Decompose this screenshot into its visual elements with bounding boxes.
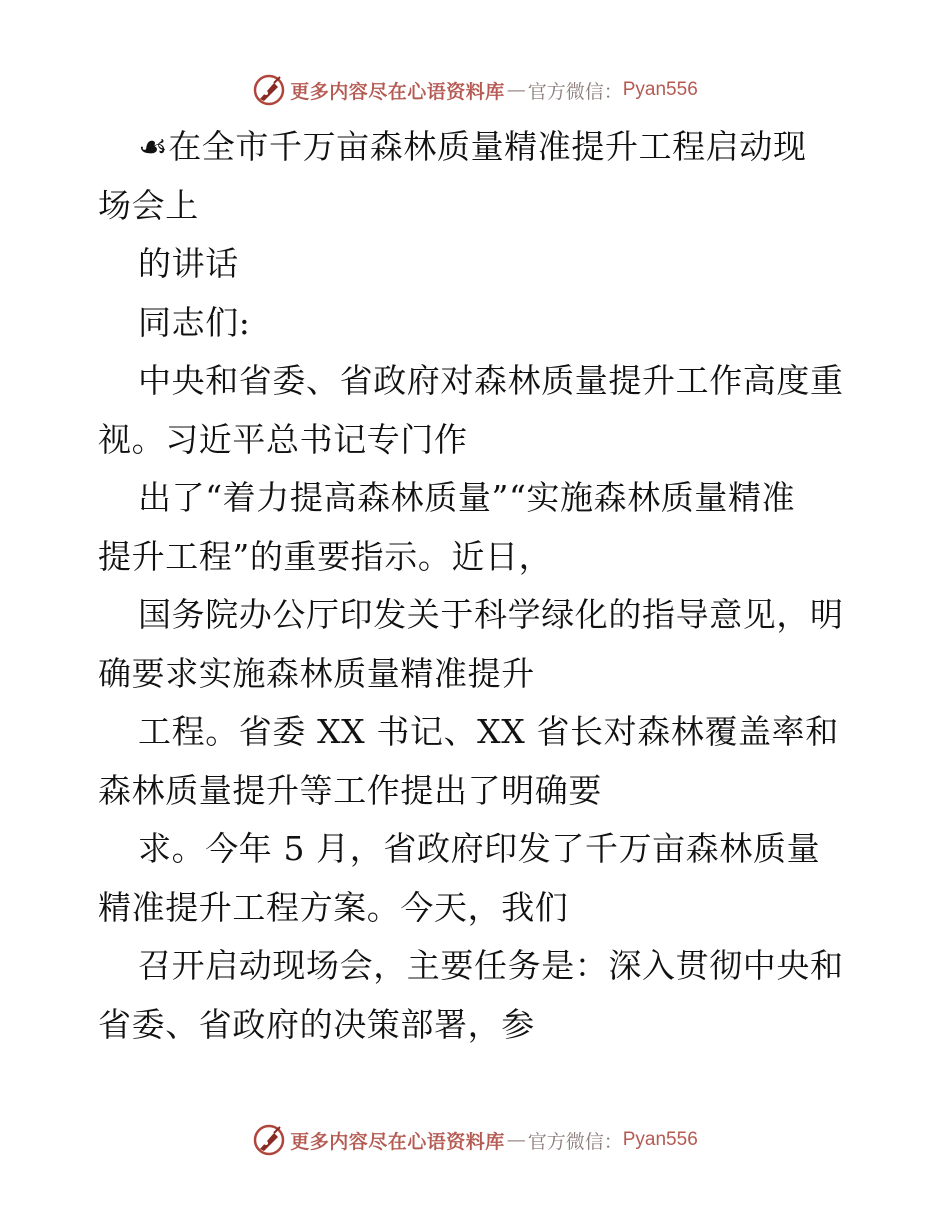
document-title-line-2: 场会上: [98, 185, 199, 225]
banner-wechat-id: Pyan556: [622, 79, 698, 100]
footer-banner: [0, 1120, 950, 1160]
pen-logo-icon: [252, 1123, 286, 1157]
title-text-1: 在全市千万亩森林质量精准提升工程启动现: [168, 127, 807, 166]
document-title-line-1: [98, 118, 858, 177]
banner-main-text: 更多内容尽在心语资料库: [290, 1130, 505, 1153]
paragraph-line: 出了“着力提高森林质量”“实施森林质量精准: [138, 478, 796, 517]
header-banner: [0, 70, 950, 110]
banner-wechat-label: 官方微信：: [527, 80, 623, 103]
banner-wechat-label: 官方微信：: [527, 1130, 623, 1153]
banner-dash: —: [506, 1129, 526, 1151]
document-title-line-3: 的讲话: [138, 244, 239, 283]
paragraph-line: 视。习近平总书记专门作: [98, 419, 468, 459]
leaf-bullet-icon: ☙: [138, 127, 169, 166]
paragraph-line: 中央和省委、省政府对森林质量提升工作高度重: [138, 361, 844, 400]
salutation: 同志们:: [138, 302, 251, 342]
banner-wechat-id: Pyan556: [622, 1129, 698, 1150]
paragraph-line: 求。今年 5 月，省政府印发了千万亩森林质量: [138, 829, 821, 868]
document-body: [98, 118, 858, 1054]
paragraph-line: 精准提升工程方案。今天，我们: [98, 887, 569, 927]
paragraph-line: 确要求实施森林质量精准提升: [98, 653, 535, 693]
paragraph-line: 森林质量提升等工作提出了明确要: [98, 770, 602, 810]
paragraph-line: 提升工程”的重要指示。近日，: [98, 536, 553, 576]
paragraph-line: 工程。省委 XX 书记、XX 省长对森林覆盖率和: [138, 712, 839, 751]
pen-logo-icon: [252, 73, 286, 107]
paragraph-line: 召开启动现场会，主要任务是：深入贯彻中央和: [138, 946, 844, 985]
paragraph-line: 省委、省政府的决策部署，参: [98, 1004, 535, 1044]
paragraph-line: 国务院办公厅印发关于科学绿化的指导意见，明: [138, 595, 844, 634]
banner-dash: —: [506, 79, 526, 101]
banner-main-text: 更多内容尽在心语资料库: [290, 80, 505, 103]
